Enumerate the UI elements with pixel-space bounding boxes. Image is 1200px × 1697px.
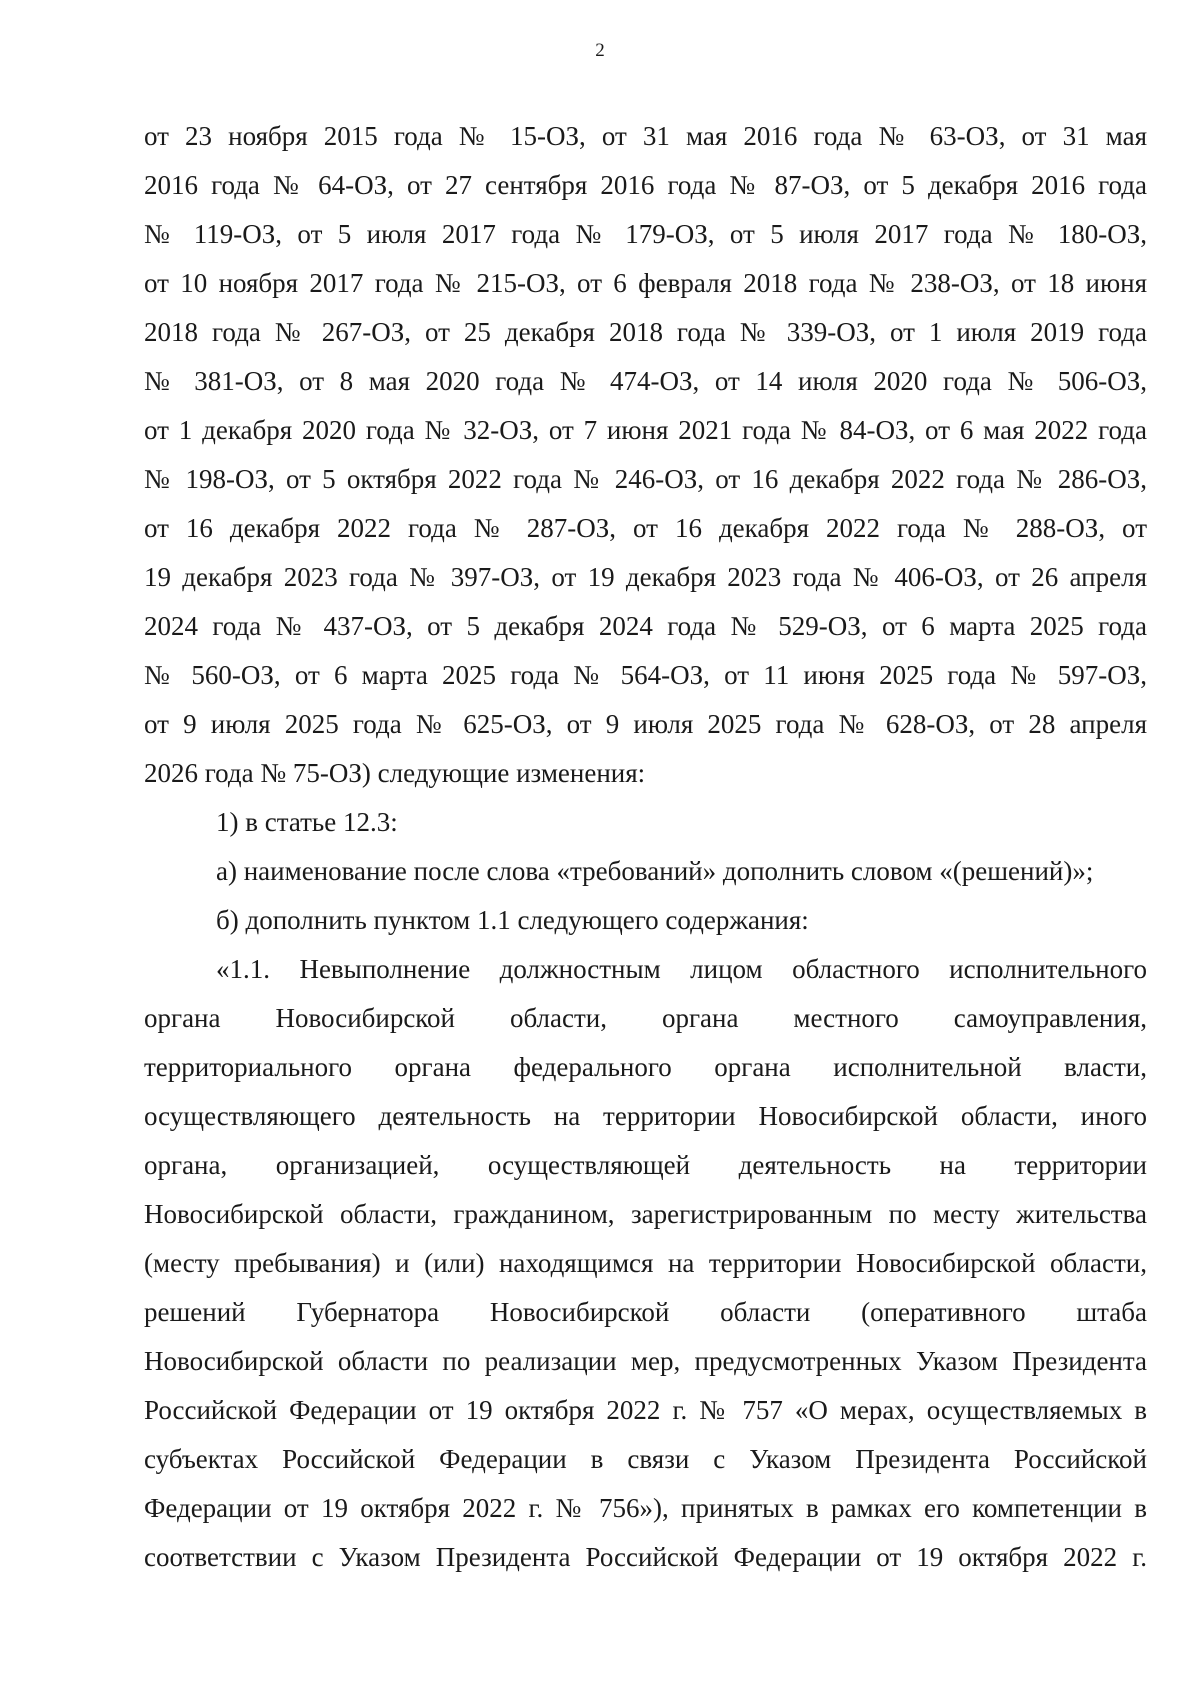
text-line: соответствии с Указом Президента Российской Федерации от 19 октября 2022 г. xyxy=(144,1542,1147,1572)
text-line: «1.1. Невыполнение должностным лицом областного исполнительного xyxy=(216,954,1147,984)
text-line: 2016 года № 64-ОЗ, от 27 сентября 2016 года № 87-ОЗ, от 5 декабря 2016 года xyxy=(144,170,1147,200)
text-line: осуществляющего деятельность на территории Новосибирской области, иного xyxy=(144,1101,1147,1131)
text-line: от 23 ноября 2015 года № 15-ОЗ, от 31 мая 2016 года № 63-ОЗ, от 31 мая xyxy=(144,121,1147,151)
text-line: 2018 года № 267-ОЗ, от 25 декабря 2018 года № 339-ОЗ, от 1 июля 2019 года xyxy=(144,317,1147,347)
text-line: от 10 ноября 2017 года № 215-ОЗ, от 6 февраля 2018 года № 238-ОЗ, от 18 июня xyxy=(144,268,1147,298)
text-line: (месту пребывания) и (или) находящимся на территории Новосибирской области, xyxy=(144,1248,1147,1278)
text-line: № 381-ОЗ, от 8 мая 2020 года № 474-ОЗ, от 14 июля 2020 года № 506-ОЗ, xyxy=(144,366,1147,396)
text-line: территориального органа федерального органа исполнительной власти, xyxy=(144,1052,1147,1082)
text-line: 2026 года № 75-ОЗ) следующие изменения: xyxy=(144,758,646,788)
text-line: органа Новосибирской области, органа местного самоуправления, xyxy=(144,1003,1147,1033)
text-line: органа, организацией, осуществляющей деятельность на территории xyxy=(144,1150,1147,1180)
item-1-paragraph: 1) в статье 12.3: xyxy=(216,807,398,837)
text-line: субъектах Российской Федерации в связи с Указом Президента Российской xyxy=(144,1444,1147,1474)
document-body xyxy=(144,112,1147,1582)
text-line: № 119-ОЗ, от 5 июля 2017 года № 179-ОЗ, от 5 июля 2017 года № 180-ОЗ, xyxy=(144,219,1147,249)
text-line: решений Губернатора Новосибирской области (оперативного штаба xyxy=(144,1297,1147,1327)
text-line: 19 декабря 2023 года № 397-ОЗ, от 19 декабря 2023 года № 406-ОЗ, от 26 апреля xyxy=(144,562,1147,592)
text-line: № 198-ОЗ, от 5 октября 2022 года № 246-ОЗ, от 16 декабря 2022 года № 286-ОЗ, xyxy=(144,464,1147,494)
text-line: 2024 года № 437-ОЗ, от 5 декабря 2024 года № 529-ОЗ, от 6 марта 2025 года xyxy=(144,611,1147,641)
text-line: от 1 декабря 2020 года № 32-ОЗ, от 7 июня 2021 года № 84-ОЗ, от 6 мая 2022 года xyxy=(144,415,1147,445)
text-line: № 560-ОЗ, от 6 марта 2025 года № 564-ОЗ, от 11 июня 2025 года № 597-ОЗ, xyxy=(144,660,1147,690)
text-line: от 16 декабря 2022 года № 287-ОЗ, от 16 декабря 2022 года № 288-ОЗ, от xyxy=(144,513,1147,543)
amendment-list-paragraph xyxy=(144,112,1147,798)
clause-1-1-paragraph xyxy=(144,945,1147,1582)
text-line: Новосибирской области, гражданином, зарегистрированным по месту жительства xyxy=(144,1199,1147,1229)
page-number: 2 xyxy=(595,40,605,61)
text-line: от 9 июля 2025 года № 625-ОЗ, от 9 июля 2025 года № 628-ОЗ, от 28 апреля xyxy=(144,709,1147,739)
text-line: Федерации от 19 октября 2022 г. № 756»), принятых в рамках его компетенции в xyxy=(144,1493,1147,1523)
text-line: Новосибирской области по реализации мер, предусмотренных Указом Президента xyxy=(144,1346,1147,1376)
text-line: Российской Федерации от 19 октября 2022 г. № 757 «О мерах, осуществляемых в xyxy=(144,1395,1147,1425)
item-b-paragraph: б) дополнить пунктом 1.1 следующего содержания: xyxy=(216,905,809,935)
item-a-paragraph: а) наименование после слова «требований» дополнить словом «(решений)»; xyxy=(216,856,1094,886)
